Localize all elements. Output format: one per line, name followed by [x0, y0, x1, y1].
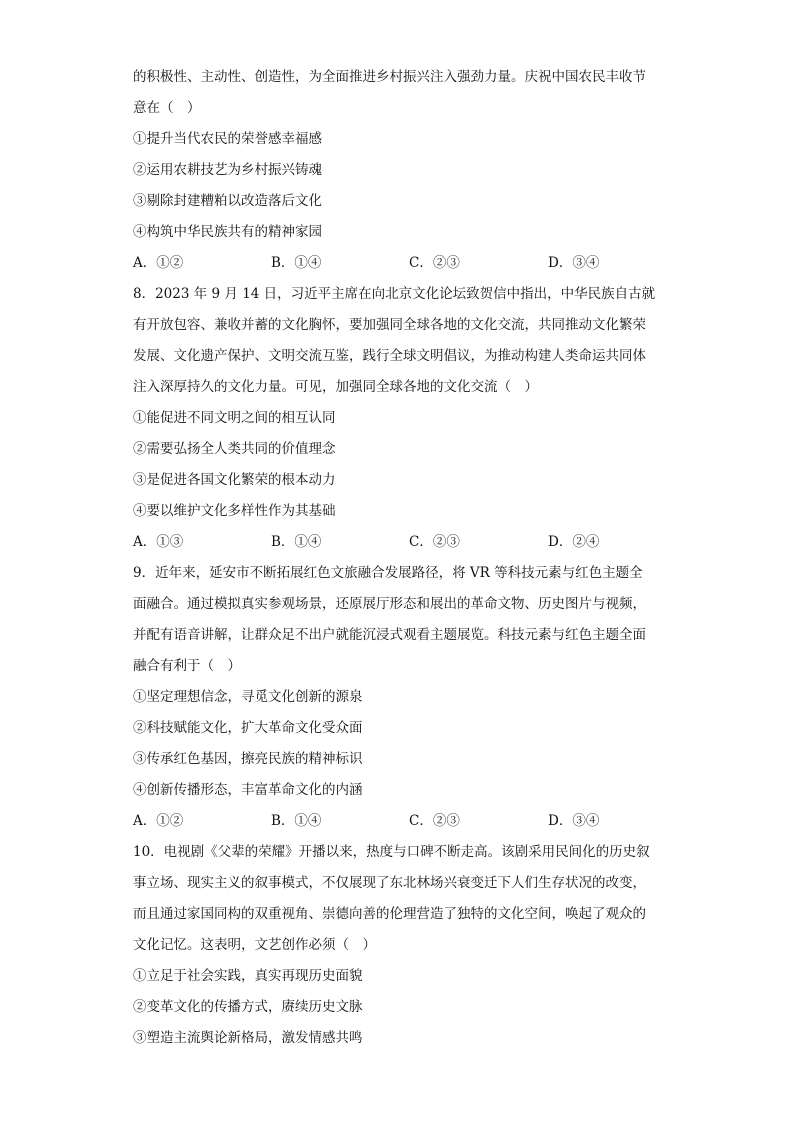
statement-item: ①提升当代农民的荣誉感幸福感 [133, 131, 322, 147]
option-c: C．②③ [409, 534, 460, 550]
statement-item: ④要以维护文化多样性作为其基础 [133, 503, 336, 519]
question-stem-line: 意在（ ） [133, 100, 201, 116]
question-stem-line: 发展、文化遗产保护、文明交流互鉴，践行全球文明倡议，为推动构建人类命运共同体 [133, 348, 646, 364]
statement-item: ②需要弘扬全人类共同的价值理念 [133, 441, 336, 457]
statement-item: ④构筑中华民族共有的精神家园 [133, 224, 322, 240]
statement-item: ③传承红色基因，擦亮民族的精神标识 [133, 751, 363, 767]
option-d: D．②④ [548, 534, 600, 550]
option-a: A．①② [133, 813, 184, 829]
question-stem-line: 有开放包容、兼收并蓄的文化胸怀，要加强同全球各地的文化交流，共同推动文化繁荣 [133, 317, 646, 333]
question-stem-line: 并配有语音讲解，让群众足不出户就能沉浸式观看主题展览。科技元素与红色主题全面 [133, 627, 646, 643]
statement-item: ③塑造主流舆论新格局，激发情感共鸣 [133, 1030, 363, 1046]
statement-item: ④创新传播形态，丰富革命文化的内涵 [133, 782, 363, 798]
answer-options [133, 527, 673, 558]
question-stem-line: 事立场、现实主义的叙事模式，不仅展现了东北林场兴衰变迁下人们生存状况的改变， [133, 875, 646, 891]
option-c: C．②③ [409, 813, 460, 829]
question-stem-line: 9．近年来，延安市不断拓展红色文旅融合发展路径，将 VR 等科技元素与红色主题全 [133, 565, 643, 581]
statement-item: ①坚定理想信念，寻觅文化创新的源泉 [133, 689, 363, 705]
answer-options [133, 248, 673, 279]
question-9 [133, 558, 673, 837]
question-stem-line: 文化记忆。这表明，文艺创作必须（ ） [133, 937, 376, 953]
question-10 [133, 837, 673, 1054]
question-stem-line: 融合有利于（ ） [133, 658, 241, 674]
question-8 [133, 279, 673, 558]
option-b: B．①④ [271, 255, 322, 271]
exam-page [133, 62, 673, 1054]
option-a: A．①② [133, 255, 184, 271]
option-b: B．①④ [271, 813, 322, 829]
question-stem-line: 面融合。通过模拟真实参观场景，还原展厅形态和展出的革命文物、历史图片与视频， [133, 596, 646, 612]
statement-item: ③剔除封建糟粕以改造落后文化 [133, 193, 322, 209]
option-c: C．②③ [409, 255, 460, 271]
statement-item: ②科技赋能文化，扩大革命文化受众面 [133, 720, 363, 736]
statement-item: ①能促进不同文明之间的相互认同 [133, 410, 336, 426]
statement-item: ①立足于社会实践，真实再现历史面貌 [133, 968, 363, 984]
option-d: D．③④ [548, 255, 600, 271]
question-stem-line: 的积极性、主动性、创造性，为全面推进乡村振兴注入强劲力量。庆祝中国农民丰收节 [133, 69, 646, 85]
statement-item: ②变革文化的传播方式，赓续历史文脉 [133, 999, 363, 1015]
question-stem-line: 而且通过家国同构的双重视角、崇德向善的伦理营造了独特的文化空间，唤起了观众的 [133, 906, 646, 922]
question-7 [133, 62, 673, 279]
option-b: B．①④ [271, 534, 322, 550]
question-stem-line: 8．2023 年 9 月 14 日，习近平主席在向北京文化论坛致贺信中指出，中华民族自古就 [133, 286, 656, 302]
answer-options [133, 806, 673, 837]
statement-item: ③是促进各国文化繁荣的根本动力 [133, 472, 336, 488]
option-a: A．①③ [133, 534, 184, 550]
option-d: D．③④ [548, 813, 600, 829]
question-stem-line: 10．电视剧《父辈的荣耀》开播以来，热度与口碑不断走高。该剧采用民间化的历史叙 [133, 844, 650, 860]
question-stem-line: 注入深厚持久的文化力量。可见，加强同全球各地的文化交流（ ） [133, 379, 538, 395]
statement-item: ②运用农耕技艺为乡村振兴铸魂 [133, 162, 322, 178]
